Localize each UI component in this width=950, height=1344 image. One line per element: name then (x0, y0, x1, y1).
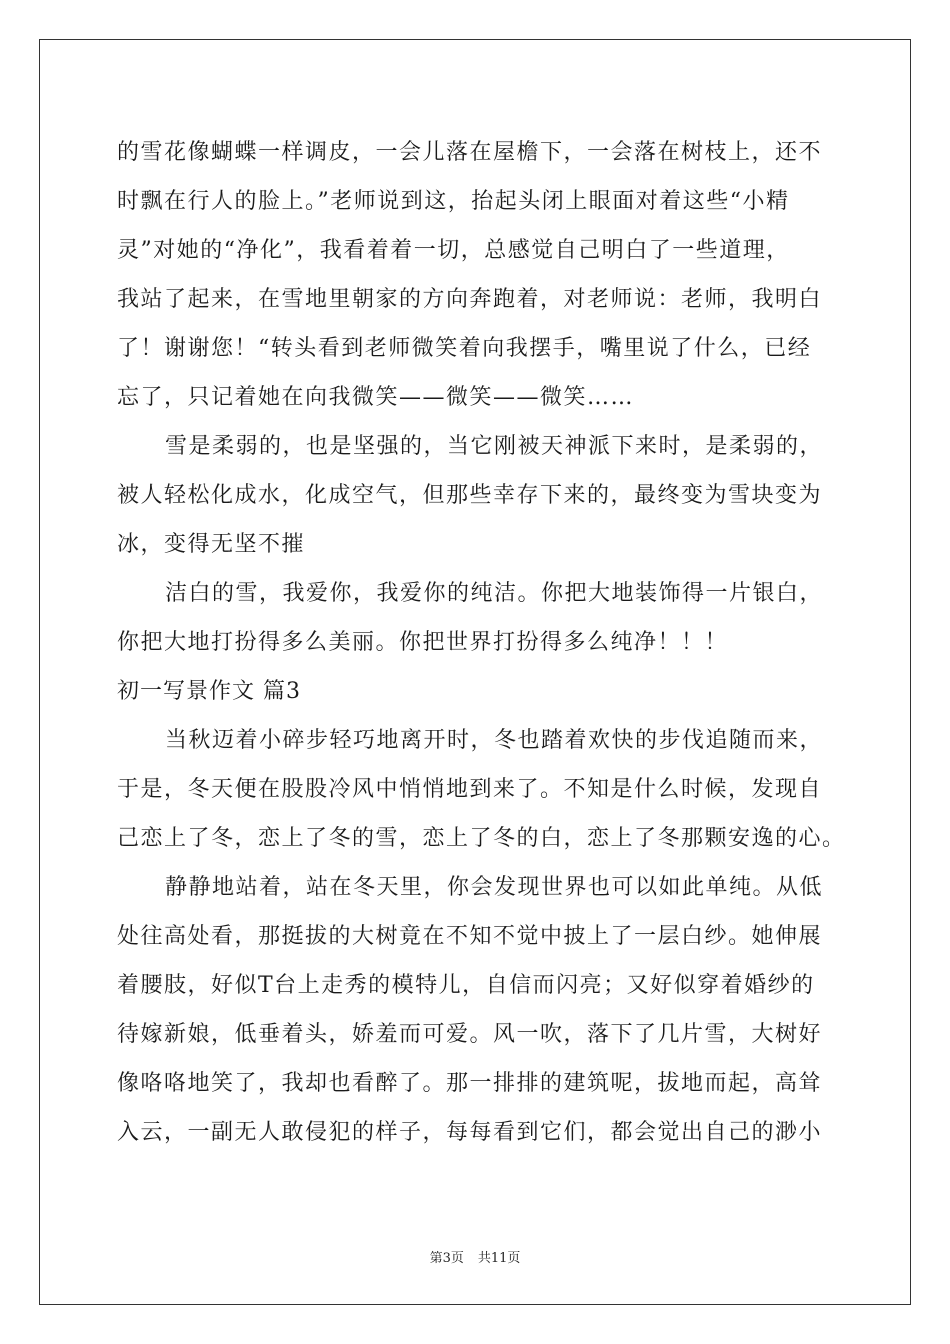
paragraph-start-line: 当秋迈着小碎步轻巧地离开时，冬也踏着欢快的步伐追随而来， (165, 728, 824, 753)
text-line: 灵”对她的“净化”，我看着着一切，总感觉自己明白了一些道理， (117, 238, 790, 263)
text-line: 的雪花像蝴蝶一样调皮，一会儿落在屋檐下，一会落在树枝上，还不 (117, 140, 823, 165)
text-line: 着腰肢，好似T台上走秀的模特儿，自信而闪亮；又好似穿着婚纱的 (117, 973, 815, 998)
paragraph-start-line: 雪是柔弱的，也是坚强的，当它刚被天神派下来时，是柔弱的， (165, 434, 824, 459)
text-line: 忘了，只记着她在向我微笑——微笑——微笑…… (117, 385, 635, 410)
text-line: 冰，变得无坚不摧 (117, 532, 306, 557)
page-footer (0, 1247, 950, 1266)
page-total: 共11页 (477, 1251, 521, 1266)
section-heading: 初一写景作文 篇3 (117, 679, 301, 704)
text-line: 于是，冬天便在股股冷风中悄悄地到来了。不知是什么时候，发现自 (117, 777, 823, 802)
text-line: 时飘在行人的脸上。”老师说到这，抬起头闭上眼面对着这些“小精 (117, 189, 790, 214)
page-number: 第3页 (429, 1251, 464, 1266)
paragraph-start-line: 静静地站着，站在冬天里，你会发现世界也可以如此单纯。从低 (165, 875, 824, 900)
text-line: 处往高处看，那挺拔的大树竟在不知不觉中披上了一层白纱。她伸展 (117, 924, 823, 949)
text-line: 待嫁新娘，低垂着头，娇羞而可爱。风一吹，落下了几片雪，大树好 (117, 1022, 823, 1047)
paragraph-start-line: 洁白的雪，我爱你，我爱你的纯洁。你把大地装饰得一片银白， (165, 581, 824, 606)
document-body (117, 128, 846, 1157)
text-line: 我站了起来，在雪地里朝家的方向奔跑着，对老师说：老师，我明白 (117, 287, 823, 312)
text-line: 被人轻松化成水，化成空气，但那些幸存下来的，最终变为雪块变为 (117, 483, 823, 508)
text-line: 了！谢谢您！“转头看到老师微笑着向我摆手，嘴里说了什么，已经 (117, 336, 812, 361)
text-line: 入云，一副无人敢侵犯的样子，每每看到它们，都会觉出自己的渺小 (117, 1120, 823, 1145)
text-line: 你把大地打扮得多么美丽。你把世界打扮得多么纯净！！！ (117, 630, 729, 655)
text-line: 像咯咯地笑了，我却也看醉了。那一排排的建筑呢，拔地而起，高耸 (117, 1071, 823, 1096)
text-line: 己恋上了冬，恋上了冬的雪，恋上了冬的白，恋上了冬那颗安逸的心。 (117, 826, 846, 851)
